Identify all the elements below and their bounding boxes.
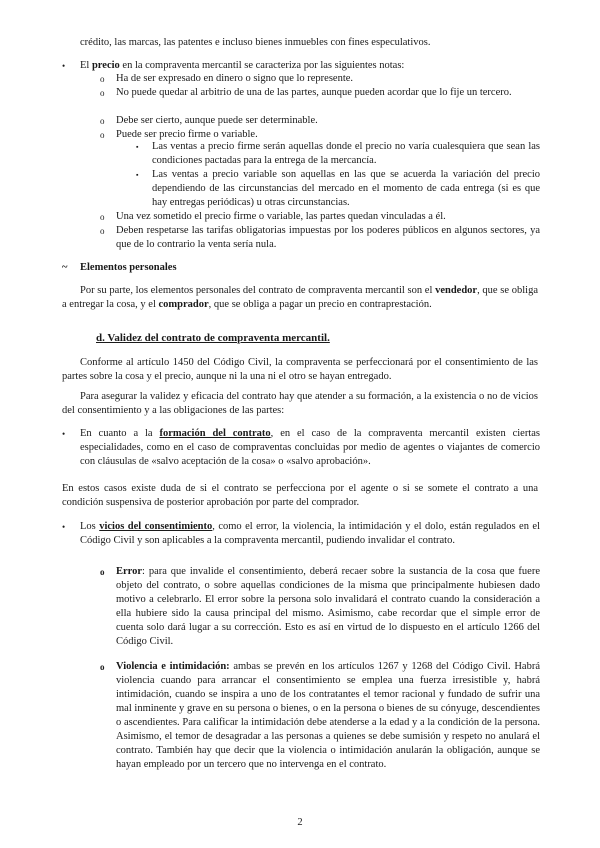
- paragraph-duda: En estos casos existe duda de si el contrato se perfecciona por el agente o si se somete el contrato a una condición suspensiva de posterior aprobación por parte del comprador.: [62, 483, 538, 508]
- paragraph-validez: Para asegurar la validez y eficacia del contrato hay que atender a su formación, a la existencia o no de vicios del consentimiento y a las obligaciones de las partes:: [62, 391, 538, 416]
- top-line: crédito, las marcas, las patentes e incluso bienes inmuebles con fines especulativos.: [80, 37, 431, 48]
- bullet-icon: •: [62, 522, 66, 532]
- precio-item: No puede quedar al arbitrio de una de las partes, aunque pueden acordar que lo fije un tercero.: [116, 87, 512, 98]
- precio-item: Debe ser cierto, aunque puede ser determinable.: [116, 115, 318, 126]
- sub-bullet-icon: o: [100, 116, 105, 126]
- vicios-item: Los vicios del consentimiento, como el error, la violencia, la intimidación y el dolo, están regulados en el Código Civil y son aplicables a la compraventa mercantil, pudiendo invalidar el contrato.: [80, 521, 540, 546]
- sub-bullet-icon: o: [100, 130, 105, 140]
- sub-bullet-icon: o: [100, 226, 105, 236]
- square-bullet-icon: ▪: [136, 143, 139, 151]
- violencia-item: Violencia e intimidación: ambas se prevén en los artículos 1267 y 1268 del Código Civil. Habrá violencia cuando para arrancar el consentimiento se emplea una fuerza irresistible y, habrá intimidación, cuando se inspira a uno de los contratantes el temor racional y fundado de sufrir una mal inminente y grave en su persona o bienes, o en la persona o bienes de su cónyuge, descendientes o ascendientes. Para calificar la intimidación debe atenderse a la edad y a la condición de la persona. Asimismo, el temor de desagradar a las personas a quienes se debe sumisión y respeto no anulará el contrato. También hay que decir que la violencia o intimidación anularán la obligación, aunque se hayan empleado por un tercero que no intervenga en el contrato.: [116, 661, 540, 770]
- precio-item: Una vez sometido el precio firme o variable, las partes quedan vinculadas a él.: [116, 211, 446, 222]
- elementos-paragraph: Por su parte, los elementos personales del contrato de compraventa mercantil son el vendedor, que se obliga a entregar la cosa, y el comprador, que se obliga a pagar un precio en contraprestación.: [62, 285, 538, 310]
- sub-bullet-icon: o: [100, 567, 105, 577]
- error-item: Error: para que invalide el consentimiento, deberá recaer sobre la sustancia de la cosa que fuere objeto del contrato, o sobre aquellas condiciones de la misma que principalmente hubiesen dado motivo a celebrarlo. El error sobre la persona solo invalidará el contrato cuando la consideración a ella hubiere sido la causa principal del mismo. Asimismo, cabe recordar que el simple error de cuenta solo dará lugar a su corrección. Esto es así en virtud de lo dispuesto en el artículo 1266 del Código Civil.: [116, 566, 540, 647]
- precio-item: Ha de ser expresado en dinero o signo que lo represente.: [116, 73, 354, 84]
- square-bullet-icon: ▪: [136, 171, 139, 179]
- precio-subitem: Las ventas a precio variable son aquellas en las que se acuerda la variación del precio dependiendo de las circunstancias del mercado en el momento de cada entrega (si es que hay entregas periódicas) u otras circunstancias.: [152, 169, 540, 208]
- sub-bullet-icon: o: [100, 662, 105, 672]
- precio-item: Deben respetarse las tarifas obligatorias impuestas por los poderes públicos en algunos sectores, ya que de lo contrario la venta sería nula.: [116, 225, 540, 250]
- bullet-icon: •: [62, 61, 66, 71]
- page-number: 2: [297, 817, 303, 828]
- formacion-item: En cuanto a la formación del contrato, en el caso de la compraventa mercantil existen ciertas especialidades, como en el caso de compraventas concluidas por medio de agentes o viajantes de comercio con cláusulas de «salvo aceptación de la cosa» o «salvo aprobación».: [80, 428, 540, 467]
- bullet-icon: •: [62, 429, 66, 439]
- precio-subitem: Las ventas a precio firme serán aquellas donde el precio no varía cualesquiera que sean las condiciones pactadas para la entrega de la mercancía.: [152, 141, 540, 166]
- elementos-heading: Elementos personales: [80, 262, 177, 273]
- precio-item: Puede ser precio firme o variable.: [116, 129, 258, 140]
- precio-lead: El precio en la compraventa mercantil se caracteriza por las siguientes notas:: [80, 60, 405, 71]
- tilde-marker: ~: [62, 262, 68, 273]
- paragraph-articulo-1450: Conforme al artículo 1450 del Código Civil, la compraventa se perfeccionará por el consentimiento de las partes sobre la cosa y el precio, aunque ni la una ni el otro se hayan entregado.: [62, 357, 538, 382]
- section-heading: d. Validez del contrato de compraventa mercantil.: [96, 332, 330, 344]
- sub-bullet-icon: o: [100, 212, 105, 222]
- sub-bullet-icon: o: [100, 88, 105, 98]
- sub-bullet-icon: o: [100, 74, 105, 84]
